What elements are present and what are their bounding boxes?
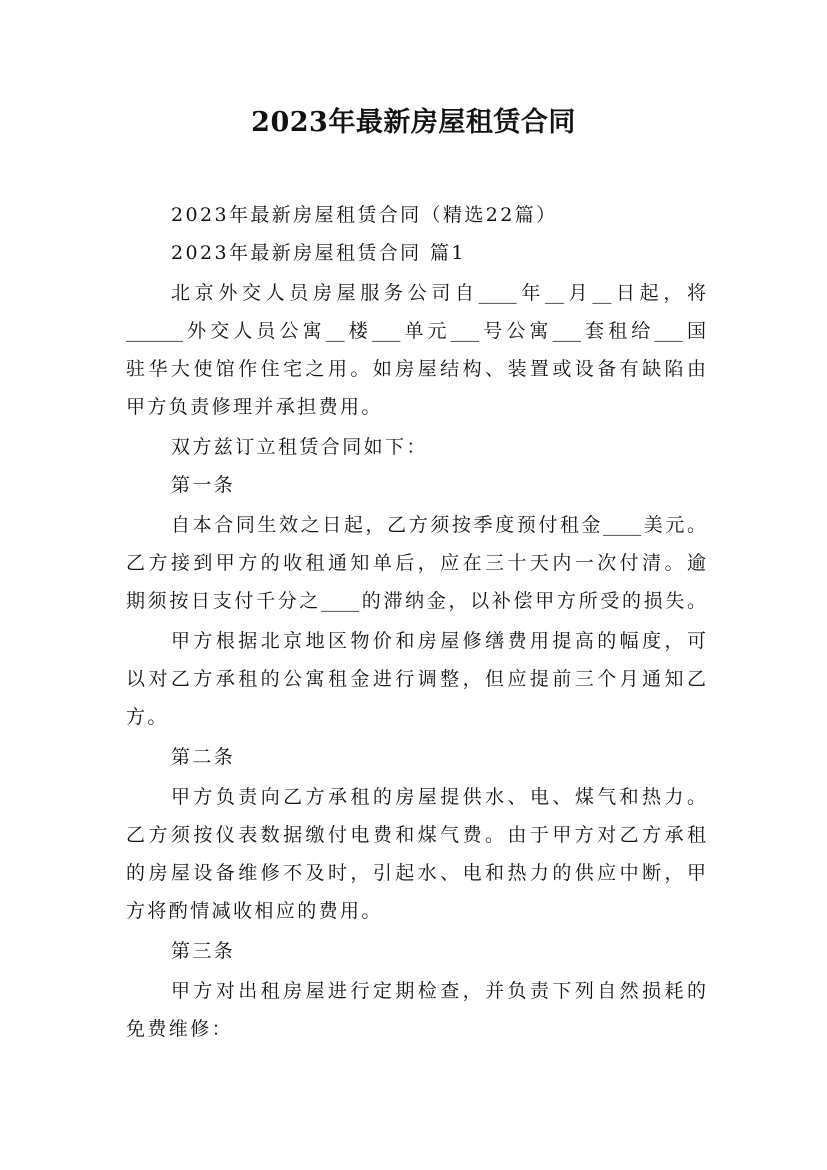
paragraph-line: 乙方须按仪表数据缴付电费和煤气费。由于甲方对乙方承租 — [126, 824, 706, 846]
article-heading: 第二条 — [171, 746, 236, 768]
paragraph-line: 双方兹订立租赁合同如下： — [171, 436, 428, 458]
subtitle-line: 2023年最新房屋租赁合同（精选22篇） — [171, 204, 558, 226]
paragraph-line: 方。 — [126, 706, 169, 728]
paragraph-line: 驻华大使馆作住宅之用。如房屋结构、装置或设备有缺陷由 — [126, 358, 706, 380]
paragraph-line: 甲方负责修理并承担费用。 — [126, 396, 383, 418]
paragraph-line: 甲方负责向乙方承租的房屋提供水、电、煤气和热力。 — [171, 786, 706, 808]
paragraph-line: 方将酌情减收相应的费用。 — [126, 900, 383, 922]
document-title: 2023年最新房屋租赁合同 — [251, 107, 576, 138]
paragraph-line: 甲方对出租房屋进行定期检查，并负责下列自然损耗的 — [171, 980, 706, 1002]
paragraph-line: 的房屋设备维修不及时，引起水、电和热力的供应中断，甲 — [126, 862, 706, 884]
paragraph-line: ______外交人员公寓__楼___单元___号公寓___套租给___国 — [126, 320, 706, 342]
section-heading: 2023年最新房屋租赁合同 篇1 — [171, 242, 466, 264]
article-heading: 第一条 — [171, 474, 236, 496]
paragraph-line: 乙方接到甲方的收租通知单后，应在三十天内一次付清。逾 — [126, 552, 706, 574]
paragraph-line: 以对乙方承租的公寓租金进行调整，但应提前三个月通知乙 — [126, 668, 706, 690]
paragraph-line: 免费维修： — [126, 1018, 234, 1040]
article-heading: 第三条 — [171, 940, 236, 962]
paragraph-line: 期须按日支付千分之____的滞纳金，以补偿甲方所受的损失。 — [126, 590, 706, 612]
paragraph-line: 自本合同生效之日起，乙方须按季度预付租金____美元。 — [171, 514, 706, 536]
paragraph-line: 甲方根据北京地区物价和房屋修缮费用提高的幅度，可 — [171, 630, 706, 652]
paragraph-line: 北京外交人员房屋服务公司自____年__月__日起，将 — [171, 282, 706, 304]
